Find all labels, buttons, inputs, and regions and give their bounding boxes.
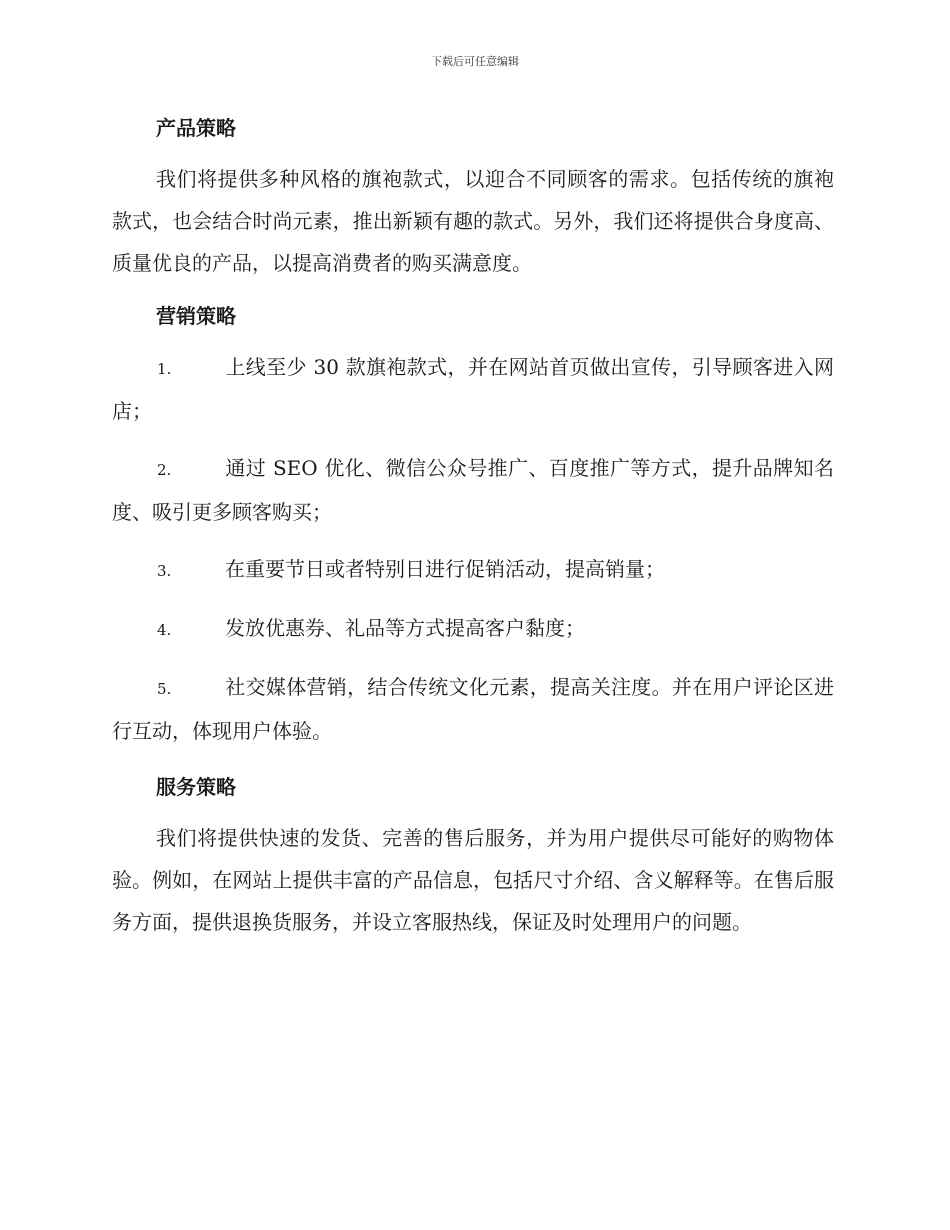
page-header: 下载后可任意编辑 xyxy=(431,55,519,68)
section-heading-product-strategy: 产品策略 xyxy=(156,116,236,140)
marketing-strategy-list xyxy=(112,346,834,752)
list-item-text: 发放优惠券、礼品等方式提高客户黏度； xyxy=(225,616,585,640)
list-item xyxy=(112,666,834,752)
list-item xyxy=(112,346,834,432)
list-item xyxy=(112,607,834,651)
list-item-number: 3. xyxy=(157,562,172,580)
list-item-number: 4. xyxy=(157,621,172,639)
section-heading-marketing-strategy: 营销策略 xyxy=(156,304,236,328)
list-item-text: 上线至少 30 款旗袍款式，并在网站首页做出宣传，引导顾客进入网店； xyxy=(112,355,834,423)
list-item-text: 在重要节日或者特别日进行促销活动，提高销量； xyxy=(225,557,665,581)
list-item-text: 社交媒体营销，结合传统文化元素，提高关注度。并在用户评论区进行互动，体现用户体验。 xyxy=(112,675,834,743)
list-item-number: 2. xyxy=(157,461,172,479)
document-body xyxy=(112,108,834,955)
list-item-text: 通过 SEO 优化、微信公众号推广、百度推广等方式，提升品牌知名度、吸引更多顾客购买； xyxy=(112,456,834,524)
service-strategy-paragraph: 我们将提供快速的发货、完善的售后服务，并为用户提供尽可能好的购物体验。例如，在网站上提供丰富的产品信息，包括尺寸介绍、含义解释等。在售后服务方面，提供退换货服务，并设立客服热线，保证及时处理用户的问题。 xyxy=(112,826,834,934)
list-item xyxy=(112,447,834,533)
product-strategy-paragraph: 我们将提供多种风格的旗袍款式，以迎合不同顾客的需求。包括传统的旗袍款式，也会结合时尚元素，推出新颖有趣的款式。另外，我们还将提供合身度高、质量优良的产品，以提高消费者的购买满意度。 xyxy=(112,167,834,275)
list-item-number: 1. xyxy=(157,360,172,378)
list-item xyxy=(112,548,834,592)
section-heading-service-strategy: 服务策略 xyxy=(156,775,236,799)
list-item-number: 5. xyxy=(157,680,172,698)
